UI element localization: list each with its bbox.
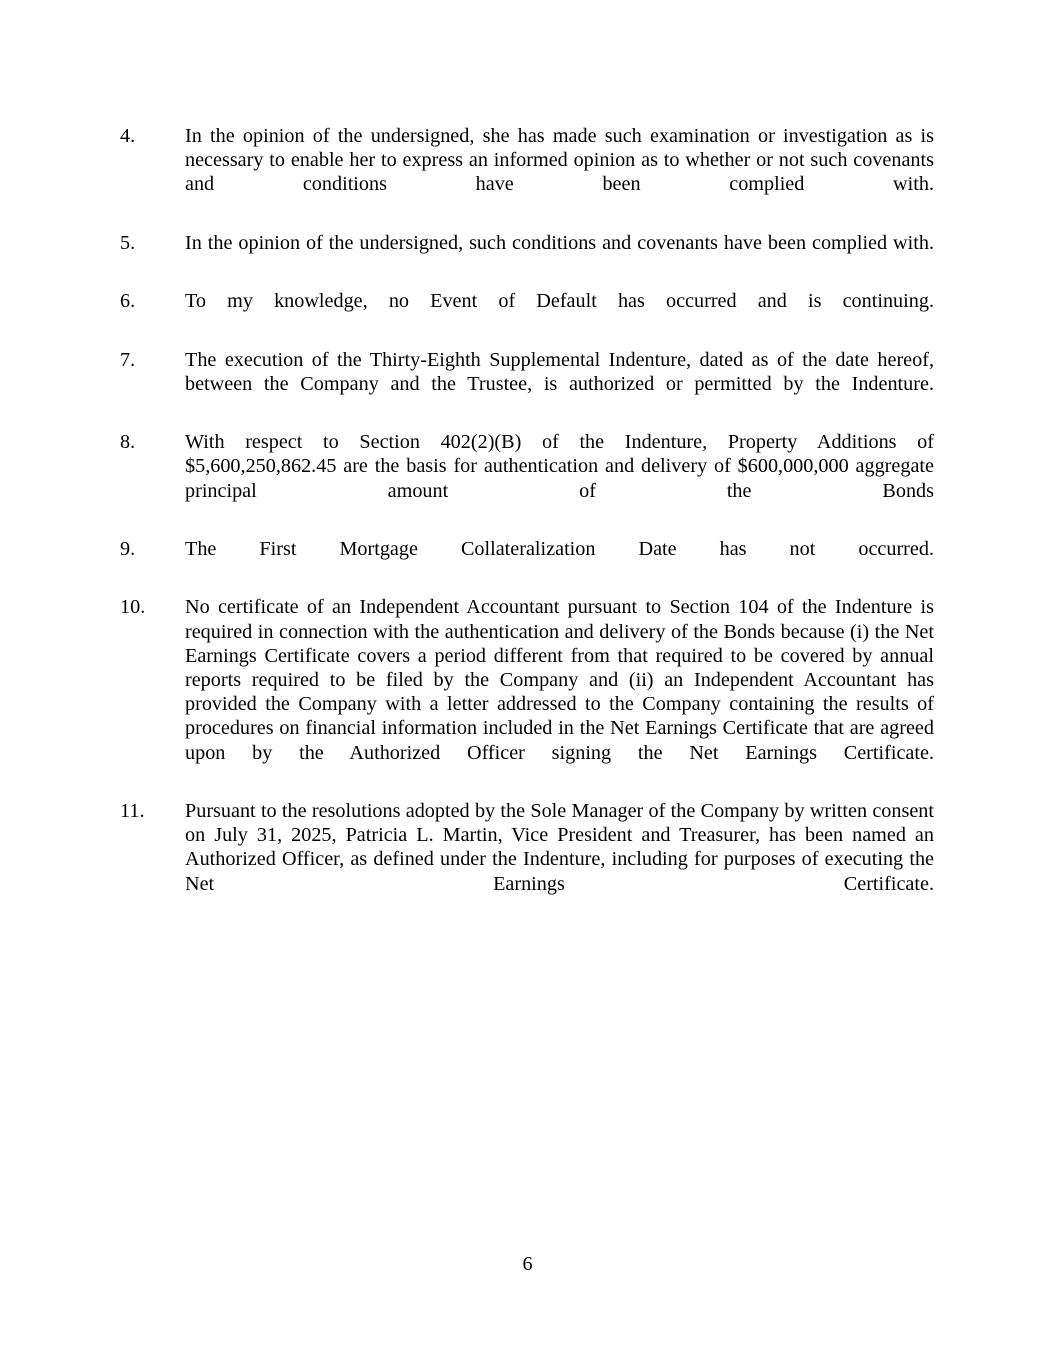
paragraph-text: To my knowledge, no Event of Default has occurred and is continuing. — [185, 290, 934, 313]
paragraph-text: With respect to Section 402(2)(B) of the Indenture, Property Additions of $5,600,250,862.45 are the basis for authentication and delivery of $600,000,000 aggregate principal amount of the Bonds — [185, 431, 934, 502]
paragraph-text: In the opinion of the undersigned, such conditions and covenants have been complied with. — [185, 231, 934, 254]
paragraph-text: The execution of the Thirty-Eighth Supplemental Indenture, dated as of the date hereof, between the Company and the Trustee, is authorized or permitted by the Indenture. — [185, 348, 934, 395]
numbered-paragraph-6 — [120, 289, 934, 337]
numbered-paragraph-11 — [120, 799, 934, 920]
paragraph-number: 8. — [120, 431, 136, 454]
paragraph-number: 5. — [120, 231, 136, 254]
paragraph-number: 6. — [120, 290, 136, 313]
paragraph-number: 11. — [120, 800, 145, 823]
paragraph-number: 7. — [120, 348, 136, 371]
paragraph-text: No certificate of an Independent Accountant pursuant to Section 104 of the Indenture is required in connection with the authentication and delivery of the Bonds because (i) the Net Earnings Certificate covers a period different from that required to be covered by annual reports required to be filed by the Company and (ii) an Independent Accountant has provided the Company with a letter addressed to the Company containing the results of procedures on financial information included in the Net Earnings Certificate that are agreed upon by the Authorized Officer signing the Net Earnings Certificate. — [185, 596, 934, 764]
paragraph-number: 9. — [120, 538, 136, 561]
numbered-paragraph-4 — [120, 124, 934, 221]
paragraph-text: In the opinion of the undersigned, she has made such examination or investigation as is necessary to enable her to express an informed opinion as to whether or not such covenants and conditions have been complied with. — [185, 125, 934, 196]
page-number-footer: 6 — [522, 1253, 533, 1275]
numbered-paragraph-10 — [120, 595, 934, 789]
paragraph-text: Pursuant to the resolutions adopted by the Sole Manager of the Company by written consent on July 31, 2025, Patricia L. Martin, Vice President and Treasurer, has been named an Authorized Officer, as defined under the Indenture, including for purposes of executing the Net Earnings Certificate. — [185, 800, 934, 895]
numbered-paragraph-5 — [120, 231, 934, 279]
numbered-paragraph-7 — [120, 348, 934, 421]
numbered-paragraph-8 — [120, 430, 934, 527]
document-body — [120, 124, 934, 920]
paragraph-number: 4. — [120, 125, 136, 147]
paragraph-number: 10. — [120, 596, 146, 619]
paragraph-text: The First Mortgage Collateralization Date has not occurred. — [185, 538, 934, 561]
numbered-paragraph-9 — [120, 537, 934, 585]
